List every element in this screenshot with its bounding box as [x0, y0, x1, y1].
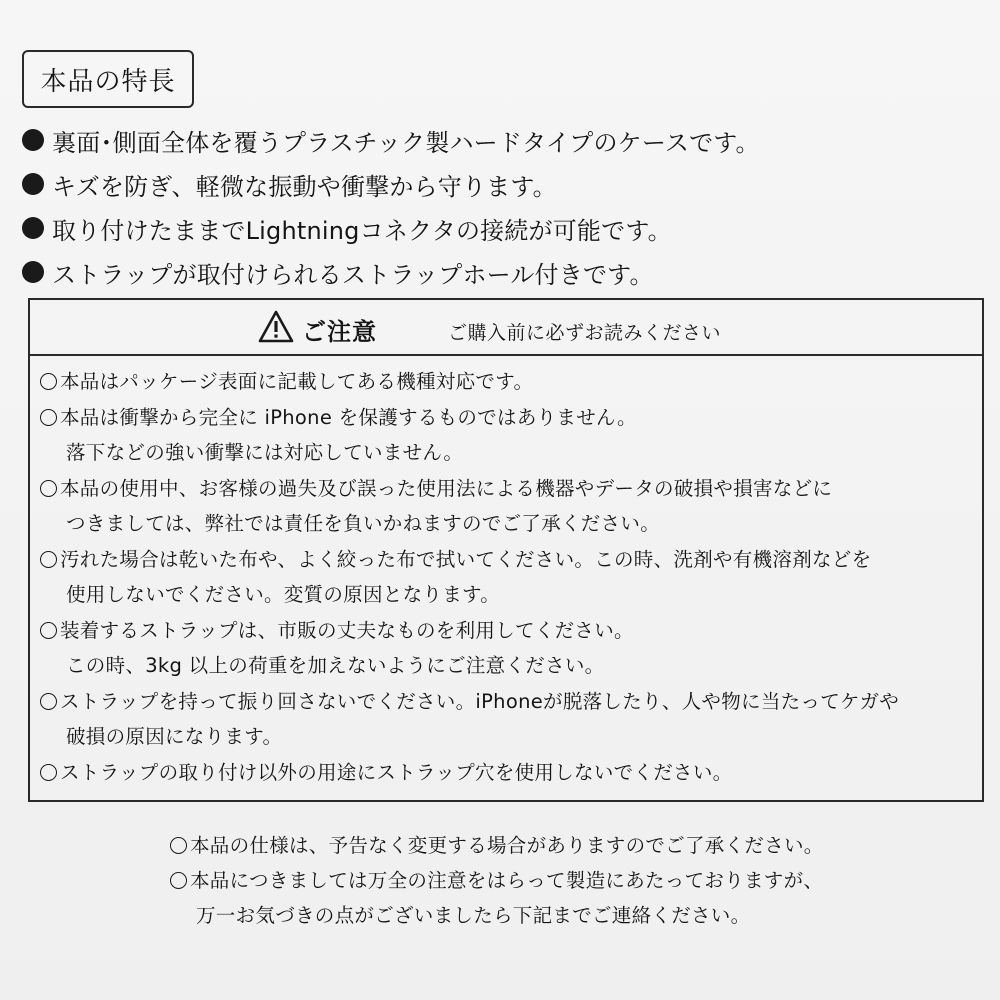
open-circle-bullet-icon — [40, 480, 57, 497]
caution-item — [40, 755, 980, 791]
caution-box — [28, 298, 984, 802]
open-circle-bullet-icon — [40, 622, 57, 639]
warning-icon — [258, 310, 294, 344]
feature-text: 裏面･側面全体を覆うプラスチック製ハードタイプのケースです。 — [52, 128, 760, 157]
caution-list — [40, 364, 980, 790]
filled-circle-bullet-icon — [22, 129, 44, 151]
filled-circle-bullet-icon — [22, 217, 44, 239]
footer-text-continued: 万一お気づきの点がございましたら下記までご連絡ください。 — [196, 904, 751, 927]
filled-circle-bullet-icon — [22, 173, 44, 195]
open-circle-bullet-icon — [170, 872, 187, 889]
caution-text-continued: 使用しないでください。変質の原因となります。 — [66, 583, 501, 606]
caution-title: ご注意 — [302, 318, 377, 346]
caution-text: 本品の使用中、お客様の過失及び誤った使用法による機器やデータの破損や損害などに — [60, 476, 833, 500]
caution-item — [40, 613, 980, 649]
caution-item — [40, 471, 980, 507]
caution-item — [40, 400, 980, 436]
caution-subtitle: ご購入前に必ずお読みください — [448, 322, 722, 344]
feature-item — [22, 162, 982, 206]
caution-text: ストラップを持って振り回さないでください。iPhoneが脱落したり、人や物に当たってケガや — [60, 689, 900, 713]
caution-text: ストラップの取り付け以外の用途にストラップ穴を使用しないでください。 — [60, 760, 733, 784]
footer-text: 本品につきましては万全の注意をはらって製造にあたっておりますが、 — [190, 869, 824, 892]
caution-text-continued: 破損の原因になります。 — [66, 725, 283, 748]
features-heading: 本品の特長 — [22, 50, 194, 108]
caution-item — [40, 364, 980, 400]
feature-text: キズを防ぎ、軽微な振動や衝撃から守ります。 — [52, 172, 557, 201]
filled-circle-bullet-icon — [22, 261, 44, 283]
feature-text: 取り付けたままでLightningコネクタの接続が可能です。 — [52, 216, 672, 245]
caution-text: 本品はパッケージ表面に記載してある機種対応です。 — [60, 370, 534, 393]
features-list — [22, 118, 982, 294]
caution-text: 汚れた場合は乾いた布や、よく絞った布で拭いてください。この時、洗剤や有機溶剤などを — [60, 547, 872, 571]
footer-item — [170, 828, 970, 863]
feature-text: ストラップが取付けられるストラップホール付きです。 — [52, 260, 654, 289]
caution-text-continued: 落下などの強い衝撃には対応していません。 — [66, 441, 464, 464]
footer-notes — [170, 828, 970, 933]
footer-item — [170, 863, 970, 898]
open-circle-bullet-icon — [170, 837, 187, 854]
feature-item — [22, 250, 982, 294]
caution-item — [40, 684, 980, 720]
caution-text-continued: この時、3kg 以上の荷重を加えないようにご注意ください。 — [66, 654, 605, 677]
open-circle-bullet-icon — [40, 693, 57, 710]
caution-text: 装着するストラップは、市販の丈夫なものを利用してください。 — [60, 618, 634, 642]
caution-text: 本品は衝撃から完全に iPhone を保護するものではありません。 — [60, 405, 637, 429]
caution-item — [40, 542, 980, 578]
open-circle-bullet-icon — [40, 373, 57, 390]
footer-text: 本品の仕様は、予告なく変更する場合がありますのでご了承ください。 — [190, 834, 824, 857]
open-circle-bullet-icon — [40, 409, 57, 426]
feature-item — [22, 206, 982, 250]
open-circle-bullet-icon — [40, 551, 57, 568]
open-circle-bullet-icon — [40, 764, 57, 781]
feature-item — [22, 118, 982, 162]
caution-header — [30, 300, 982, 356]
caution-text-continued: つきましては、弊社では責任を負いかねますのでご了承ください。 — [66, 512, 661, 535]
